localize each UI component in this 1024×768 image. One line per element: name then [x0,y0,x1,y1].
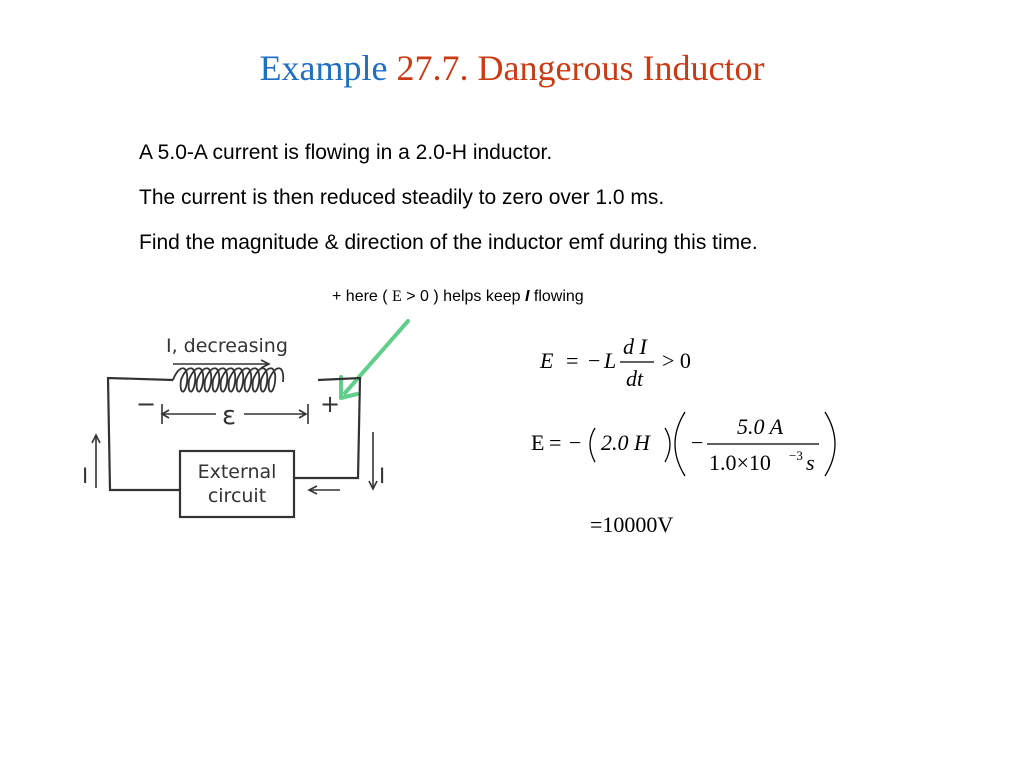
note-prefix: + here ( [332,288,393,305]
eq2-lhs: E [531,430,545,455]
eq2-denominator-unit: s [806,450,815,475]
plus-sign: + [320,390,341,418]
eq2-left-paren-2 [675,412,685,476]
problem-line-2: The current is then reduced steadily to zero over 1.0 ms. [139,186,665,209]
eq2-denominator-exponent: −3 [789,448,803,463]
title-name: 27.7. Dangerous Inductor [396,48,765,88]
eq2-equals: = [549,430,562,455]
problem-line-1: A 5.0-A current is flowing in a 2.0-H inductor. [139,141,553,164]
eq1-minus: − [588,348,601,373]
eq2-inductance: 2.0 H [601,430,650,455]
eq1-gt-zero: > 0 [662,348,691,373]
eq2-left-paren-1 [590,428,595,462]
note-middle: > 0 ) helps keep [401,288,525,305]
eq2-minus-2: − [691,430,704,455]
external-circuit-line-2: circuit [207,485,267,507]
eq1-equals: = [566,348,579,373]
eq1-lhs: E [540,348,554,373]
eq2-minus: − [569,430,582,455]
eq1-denominator: dt [626,366,644,391]
note-suffix: flowing [529,288,584,305]
external-circuit-line-1: External [197,461,277,483]
decreasing-current-label: I, decreasing [166,335,288,357]
right-current-label: I [379,464,386,488]
eq2-numerator: 5.0 A [737,414,784,439]
inductor-coil [173,368,283,391]
eq1-L: L [604,348,617,373]
problem-line-3: Find the magnitude & direction of the inductor emf during this time. [139,231,758,254]
equation-emf-definition [530,332,710,394]
left-current-label: I [82,464,89,488]
circuit-diagram [78,318,398,528]
eq2-right-paren-2 [825,412,835,476]
minus-sign: − [136,390,157,418]
note-emf: E [392,288,402,305]
emf-symbol: ε [222,401,237,431]
title-example: Example [259,48,388,88]
equation-result: =10000V [590,512,674,537]
note-current: I [525,288,530,305]
eq1-numerator: d I [623,334,647,359]
eq2-denominator-base: 1.0×10 [709,450,771,475]
equation-emf-substitution [525,404,845,484]
eq2-right-paren-1 [665,428,670,462]
